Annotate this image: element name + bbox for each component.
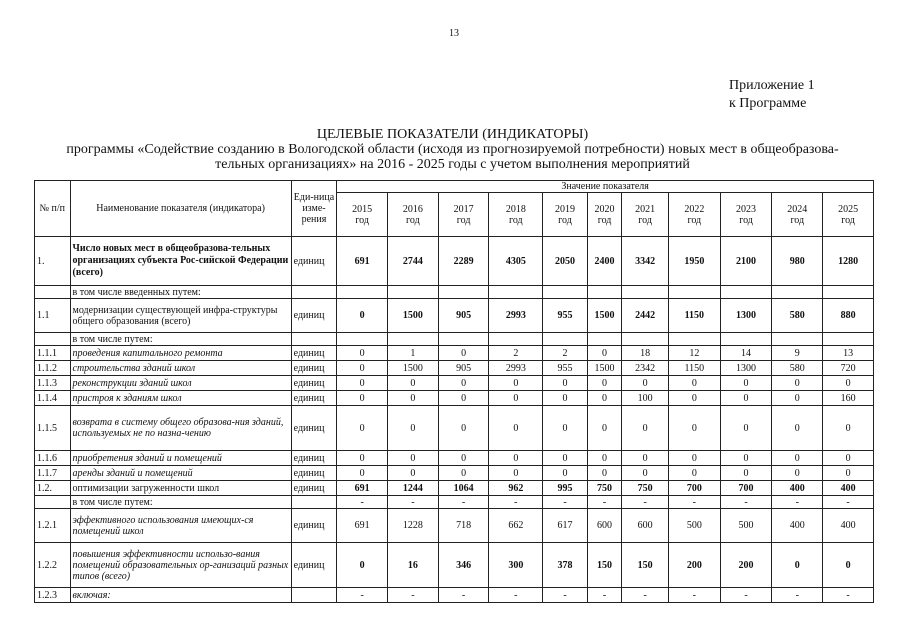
value-cell: 1500 (388, 299, 439, 333)
year-value: 2018 (505, 203, 526, 215)
value-cell: 378 (543, 543, 588, 588)
value-cell (668, 286, 720, 299)
value-cell: 0 (720, 406, 772, 451)
year-suffix: год (597, 214, 612, 226)
value-cell: - (438, 588, 489, 603)
row-number: 1.2.1 (35, 509, 71, 543)
value-cell (668, 333, 720, 346)
value-cell: 0 (388, 391, 439, 406)
value-cell: 1150 (668, 361, 720, 376)
value-cell: 0 (388, 406, 439, 451)
value-cell: 0 (438, 346, 489, 361)
value-cell (720, 333, 772, 346)
row-number: 1. (35, 237, 71, 286)
appendix-line-1: Приложение 1 (729, 78, 815, 93)
value-cell: 0 (587, 346, 621, 361)
document-heading (0, 127, 905, 172)
year-value: 2020 (594, 203, 615, 215)
value-cell (622, 286, 669, 299)
page-number: 13 (449, 28, 459, 39)
col-header-values: Значение показателя (337, 181, 874, 193)
value-cell (720, 286, 772, 299)
value-cell: 500 (720, 509, 772, 543)
year-header (823, 193, 874, 237)
value-cell: 0 (720, 376, 772, 391)
value-cell: 400 (823, 481, 874, 496)
value-cell: 905 (438, 299, 489, 333)
table-row (35, 299, 874, 333)
value-cell: 955 (543, 299, 588, 333)
value-cell: 0 (489, 376, 543, 391)
value-cell: 980 (772, 237, 823, 286)
indicator-name: пристроя к зданиям школ (70, 391, 291, 406)
indicator-name: в том числе введенных путем: (70, 286, 291, 299)
value-cell: 18 (622, 346, 669, 361)
value-cell: 2050 (543, 237, 588, 286)
year-value: 2025 (838, 203, 859, 215)
value-cell: 0 (543, 391, 588, 406)
year-suffix: год (687, 214, 702, 226)
value-cell: 200 (668, 543, 720, 588)
value-cell: - (587, 588, 621, 603)
value-cell: 1064 (438, 481, 489, 496)
value-cell: - (543, 588, 588, 603)
table-row (35, 346, 874, 361)
row-number (35, 496, 71, 509)
unit-cell: единиц (291, 361, 337, 376)
value-cell: 600 (622, 509, 669, 543)
value-cell: 0 (438, 451, 489, 466)
value-cell: 150 (622, 543, 669, 588)
unit-cell (291, 286, 337, 299)
col-header-no: № п/п (35, 181, 71, 237)
table-row (35, 496, 874, 509)
row-number: 1.1 (35, 299, 71, 333)
table-row (35, 588, 874, 603)
value-cell: 0 (388, 451, 439, 466)
value-cell: 2442 (622, 299, 669, 333)
table-row (35, 466, 874, 481)
value-cell: 691 (337, 237, 388, 286)
value-cell: 0 (622, 466, 669, 481)
indicator-name: модернизации существующей инфра-структуры общего образования (всего) (70, 299, 291, 333)
value-cell: 0 (438, 376, 489, 391)
unit-cell: единиц (291, 237, 337, 286)
row-number (35, 333, 71, 346)
col-header-name: Наименование показателя (индикатора) (70, 181, 291, 237)
row-number: 1.1.1 (35, 346, 71, 361)
value-cell: 0 (543, 451, 588, 466)
value-cell: - (622, 588, 669, 603)
value-cell: 0 (772, 451, 823, 466)
value-cell: 691 (337, 481, 388, 496)
value-cell (772, 286, 823, 299)
value-cell: 691 (337, 509, 388, 543)
value-cell (388, 333, 439, 346)
value-cell: 1500 (388, 361, 439, 376)
value-cell: - (388, 496, 439, 509)
value-cell: 14 (720, 346, 772, 361)
value-cell: - (587, 496, 621, 509)
value-cell: 0 (543, 376, 588, 391)
row-number: 1.1.2 (35, 361, 71, 376)
value-cell: 995 (543, 481, 588, 496)
value-cell: 200 (720, 543, 772, 588)
value-cell: 0 (772, 376, 823, 391)
row-number: 1.1.5 (35, 406, 71, 451)
value-cell: 0 (668, 391, 720, 406)
unit-cell (291, 496, 337, 509)
value-cell: - (489, 496, 543, 509)
value-cell: - (668, 496, 720, 509)
value-cell: 1300 (720, 299, 772, 333)
value-cell: 0 (489, 391, 543, 406)
indicator-name: приобретения зданий и помещений (70, 451, 291, 466)
appendix-line-2: к Программе (729, 96, 807, 111)
value-cell (337, 286, 388, 299)
heading-title: ЦЕЛЕВЫЕ ПОКАЗАТЕЛИ (ИНДИКАТОРЫ) (316, 127, 589, 142)
value-cell (772, 333, 823, 346)
year-value: 2016 (402, 203, 423, 215)
value-cell: 12 (668, 346, 720, 361)
value-cell: 400 (772, 509, 823, 543)
value-cell: 1500 (587, 299, 621, 333)
value-cell: 0 (543, 406, 588, 451)
value-cell (489, 333, 543, 346)
table-row (35, 376, 874, 391)
unit-cell: единиц (291, 346, 337, 361)
value-cell: 0 (337, 391, 388, 406)
value-cell (587, 286, 621, 299)
row-number: 1.2.3 (35, 588, 71, 603)
year-value: 2015 (352, 203, 373, 215)
value-cell: 0 (337, 361, 388, 376)
row-number (35, 286, 71, 299)
value-cell: 0 (772, 466, 823, 481)
value-cell: 662 (489, 509, 543, 543)
value-cell: 4305 (489, 237, 543, 286)
value-cell: 955 (543, 361, 588, 376)
unit-cell: единиц (291, 406, 337, 451)
value-cell: 2 (489, 346, 543, 361)
table-body (35, 237, 874, 603)
year-header (438, 193, 489, 237)
year-header (668, 193, 720, 237)
indicator-name: эффективного использования имеющих-ся помещений школ (70, 509, 291, 543)
value-cell: - (337, 496, 388, 509)
value-cell: 346 (438, 543, 489, 588)
value-cell: 150 (587, 543, 621, 588)
unit-cell: единиц (291, 376, 337, 391)
value-cell: 0 (337, 451, 388, 466)
table-row (35, 237, 874, 286)
value-cell (587, 333, 621, 346)
value-cell: 1150 (668, 299, 720, 333)
value-cell: 0 (772, 543, 823, 588)
table-row (35, 481, 874, 496)
indicator-name: Число новых мест в общеобразова-тельных организациях субъекта Рос-сийской Федерации (всего) (70, 237, 291, 286)
year-header (720, 193, 772, 237)
value-cell: 2993 (489, 361, 543, 376)
year-suffix: год (790, 214, 805, 226)
value-cell: 0 (438, 466, 489, 481)
value-cell (438, 333, 489, 346)
value-cell: 700 (720, 481, 772, 496)
value-cell: 700 (668, 481, 720, 496)
value-cell: 100 (622, 391, 669, 406)
value-cell: 0 (587, 391, 621, 406)
value-cell: 0 (668, 451, 720, 466)
value-cell: 600 (587, 509, 621, 543)
value-cell: 750 (622, 481, 669, 496)
value-cell (622, 333, 669, 346)
value-cell: 0 (489, 451, 543, 466)
value-cell: 2400 (587, 237, 621, 286)
value-cell: 0 (668, 376, 720, 391)
year-suffix: год (508, 214, 523, 226)
value-cell: 0 (388, 466, 439, 481)
value-cell: 0 (337, 346, 388, 361)
indicator-name: включая: (70, 588, 291, 603)
table-row (35, 286, 874, 299)
value-cell: 617 (543, 509, 588, 543)
value-cell: 0 (772, 406, 823, 451)
value-cell: 0 (720, 391, 772, 406)
value-cell: 905 (438, 361, 489, 376)
year-value: 2024 (787, 203, 808, 215)
value-cell: 0 (823, 466, 874, 481)
unit-cell: единиц (291, 451, 337, 466)
year-header (772, 193, 823, 237)
table-row (35, 333, 874, 346)
indicator-name: в том числе путем: (70, 496, 291, 509)
indicator-name: возврата в систему общего образова-ния зданий, используемых не по назна-чению (70, 406, 291, 451)
value-cell: 0 (720, 466, 772, 481)
year-header (622, 193, 669, 237)
value-cell (388, 286, 439, 299)
indicator-name: строительства зданий школ (70, 361, 291, 376)
value-cell: 0 (438, 406, 489, 451)
year-suffix: год (456, 214, 471, 226)
value-cell: 0 (622, 376, 669, 391)
table-row (35, 451, 874, 466)
value-cell: - (388, 588, 439, 603)
value-cell: 0 (489, 406, 543, 451)
value-cell: 2744 (388, 237, 439, 286)
value-cell: 750 (587, 481, 621, 496)
value-cell: - (438, 496, 489, 509)
value-cell: - (720, 588, 772, 603)
unit-cell: единиц (291, 466, 337, 481)
value-cell: 720 (823, 361, 874, 376)
year-suffix: год (355, 214, 369, 226)
value-cell: 2993 (489, 299, 543, 333)
value-cell: 0 (823, 543, 874, 588)
value-cell: 13 (823, 346, 874, 361)
value-cell: 0 (489, 466, 543, 481)
value-cell: 0 (720, 451, 772, 466)
value-cell: 1300 (720, 361, 772, 376)
value-cell (543, 333, 588, 346)
year-value: 2019 (555, 203, 575, 215)
value-cell: 880 (823, 299, 874, 333)
value-cell: 0 (587, 406, 621, 451)
value-cell: - (489, 588, 543, 603)
table-row (35, 391, 874, 406)
year-suffix: год (841, 214, 855, 226)
value-cell (823, 286, 874, 299)
year-header (587, 193, 621, 237)
value-cell: - (668, 588, 720, 603)
value-cell: 160 (823, 391, 874, 406)
value-cell (438, 286, 489, 299)
value-cell: - (720, 496, 772, 509)
indicator-name: оптимизации загруженности школ (70, 481, 291, 496)
value-cell: 300 (489, 543, 543, 588)
value-cell: 2342 (622, 361, 669, 376)
value-cell: 580 (772, 299, 823, 333)
unit-cell: единиц (291, 299, 337, 333)
row-number: 1.1.4 (35, 391, 71, 406)
value-cell: 400 (823, 509, 874, 543)
indicator-name: проведения капитального ремонта (70, 346, 291, 361)
value-cell: 500 (668, 509, 720, 543)
year-value: 2017 (453, 203, 474, 215)
value-cell: 718 (438, 509, 489, 543)
row-number: 1.1.6 (35, 451, 71, 466)
value-cell: 0 (668, 466, 720, 481)
value-cell: 0 (337, 466, 388, 481)
value-cell: - (772, 496, 823, 509)
value-cell: - (337, 588, 388, 603)
value-cell: 0 (587, 376, 621, 391)
year-suffix: год (638, 214, 652, 226)
value-cell: 1950 (668, 237, 720, 286)
col-header-unit: Еди-ница изме-рения (291, 181, 337, 237)
year-value: 2021 (635, 203, 656, 215)
row-number: 1.2. (35, 481, 71, 496)
value-cell: 1 (388, 346, 439, 361)
value-cell: 0 (337, 299, 388, 333)
value-cell: - (772, 588, 823, 603)
value-cell: 16 (388, 543, 439, 588)
unit-cell: единиц (291, 481, 337, 496)
indicators-table (34, 180, 874, 603)
year-suffix: год (739, 214, 753, 226)
value-cell: 3342 (622, 237, 669, 286)
row-number: 1.1.7 (35, 466, 71, 481)
value-cell: 0 (337, 376, 388, 391)
unit-cell (291, 588, 337, 603)
value-cell (337, 333, 388, 346)
year-header (388, 193, 439, 237)
unit-cell: единиц (291, 543, 337, 588)
value-cell: 0 (772, 391, 823, 406)
value-cell: 962 (489, 481, 543, 496)
value-cell: 1500 (587, 361, 621, 376)
value-cell: 0 (543, 466, 588, 481)
value-cell: 9 (772, 346, 823, 361)
value-cell: 0 (337, 543, 388, 588)
heading-line-2: программы «Содействие созданию в Вологодской области (исходя из прогнозируемой потребности) новых мест в общеобразова- (66, 142, 839, 157)
value-cell: 580 (772, 361, 823, 376)
value-cell: 0 (823, 451, 874, 466)
value-cell (543, 286, 588, 299)
value-cell: 0 (823, 406, 874, 451)
year-suffix: год (558, 214, 572, 226)
value-cell: 0 (668, 406, 720, 451)
unit-cell: единиц (291, 391, 337, 406)
year-header (337, 193, 388, 237)
value-cell: 2 (543, 346, 588, 361)
value-cell: 2289 (438, 237, 489, 286)
year-suffix: год (406, 214, 420, 226)
value-cell: 1244 (388, 481, 439, 496)
value-cell: 0 (438, 391, 489, 406)
value-cell: - (543, 496, 588, 509)
value-cell: - (823, 588, 874, 603)
value-cell: 1280 (823, 237, 874, 286)
table-row (35, 543, 874, 588)
heading-line-3: тельных организациях» на 2016 - 2025 годы с учетом выполнения мероприятий (215, 157, 690, 172)
year-value: 2022 (684, 203, 705, 215)
value-cell: 0 (587, 451, 621, 466)
unit-cell (291, 333, 337, 346)
value-cell: 0 (388, 376, 439, 391)
value-cell: 1228 (388, 509, 439, 543)
header-row-top (35, 181, 874, 193)
value-cell: 0 (622, 451, 669, 466)
appendix-note (729, 77, 815, 113)
unit-cell: единиц (291, 509, 337, 543)
value-cell: 0 (587, 466, 621, 481)
year-header (489, 193, 543, 237)
indicator-name: аренды зданий и помещений (70, 466, 291, 481)
value-cell: - (622, 496, 669, 509)
year-header (543, 193, 588, 237)
value-cell (489, 286, 543, 299)
row-number: 1.1.3 (35, 376, 71, 391)
value-cell: 0 (823, 376, 874, 391)
row-number: 1.2.2 (35, 543, 71, 588)
indicator-name: в том числе путем: (70, 333, 291, 346)
table-row (35, 406, 874, 451)
value-cell: 0 (337, 406, 388, 451)
value-cell: - (823, 496, 874, 509)
table-row (35, 361, 874, 376)
indicator-name: реконструкции зданий школ (70, 376, 291, 391)
value-cell: 0 (622, 406, 669, 451)
value-cell: 2100 (720, 237, 772, 286)
value-cell (823, 333, 874, 346)
indicator-name: повышения эффективности использо-вания помещений образовательных ор-ганизаций разных типов (всего) (70, 543, 291, 588)
value-cell: 400 (772, 481, 823, 496)
table-row (35, 509, 874, 543)
year-value: 2023 (736, 203, 757, 215)
